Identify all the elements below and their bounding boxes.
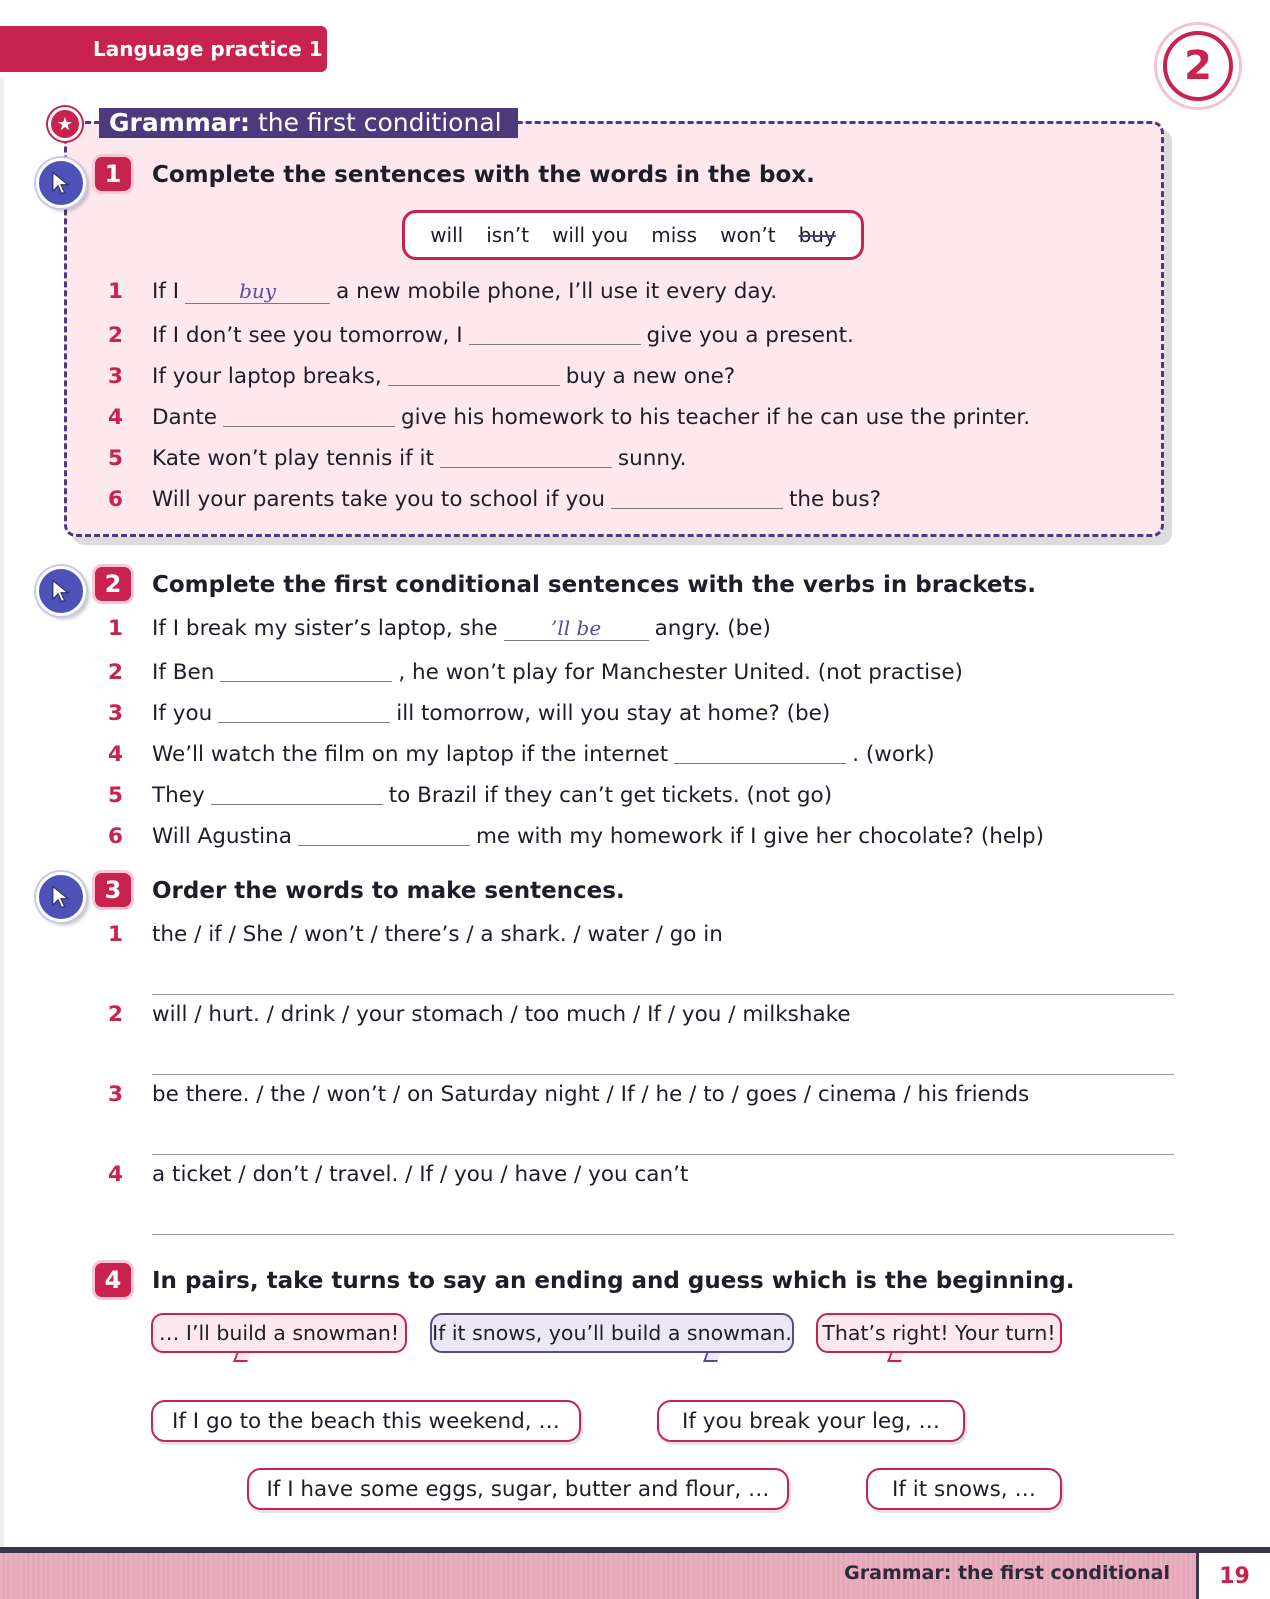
answer-blank[interactable]: [223, 405, 395, 427]
item-number: 1: [108, 279, 123, 304]
unit-badge: [1154, 22, 1242, 110]
ex3-item: [108, 1162, 688, 1187]
handwritten-answer: buy: [239, 279, 277, 303]
item-after: angry. (be): [654, 616, 771, 641]
ex3-item: [108, 922, 723, 947]
item-number: 2: [108, 660, 123, 685]
ex3-item: [108, 1002, 851, 1027]
ex1-item: [108, 320, 854, 348]
answer-line[interactable]: [152, 1234, 1174, 1235]
exercise-2-title: Complete the first conditional sentences with the verbs in brackets.: [152, 572, 1036, 598]
item-before: If I don’t see you tomorrow, I: [152, 323, 463, 348]
item-before: If you: [152, 701, 213, 726]
ex2-item: [108, 698, 830, 726]
item-after: to Brazil if they can’t get tickets. (not go): [388, 783, 833, 808]
unit-number: 2: [1163, 31, 1233, 101]
ex2-item: [108, 780, 832, 808]
item-before: If I break my sister’s laptop, she: [152, 616, 498, 641]
answer-blank[interactable]: [218, 701, 390, 723]
word-box: [402, 210, 864, 260]
answer-blank[interactable]: [469, 323, 641, 345]
speech-bubble: … I’ll build a snowman!: [151, 1313, 407, 1353]
word-box-item: will you: [552, 223, 629, 247]
item-before: Will your parents take you to school if you: [152, 487, 605, 512]
item-number: 5: [108, 446, 123, 471]
item-before: Kate won’t play tennis if it: [152, 446, 434, 471]
item-number: 1: [108, 616, 123, 641]
item-prompt: the / if / She / won’t / there’s / a shark. / water / go in: [152, 922, 723, 947]
item-before: Will Agustina: [152, 824, 292, 849]
footer-title: Grammar: the first conditional: [844, 1562, 1170, 1584]
item-number: 4: [108, 1162, 123, 1187]
exercise-2-number: 2: [92, 564, 134, 604]
item-after: ill tomorrow, will you stay at home? (be): [396, 701, 831, 726]
handwritten-answer: ’ll be: [551, 616, 602, 640]
item-number: 2: [108, 323, 123, 348]
item-after: buy a new one?: [565, 364, 736, 389]
section-tab: Language practice 1: [0, 26, 327, 72]
ending-card: If it snows, …: [866, 1468, 1062, 1510]
item-number: 6: [108, 487, 123, 512]
exercise-3-number: 3: [92, 870, 134, 910]
ending-card: If I go to the beach this weekend, …: [151, 1400, 581, 1442]
answer-blank[interactable]: [220, 660, 392, 682]
word-box-item-used: buy: [798, 223, 836, 247]
ex1-item: [108, 279, 777, 304]
item-prompt: will / hurt. / drink / your stomach / too much / If / you / milkshake: [152, 1002, 851, 1027]
word-box-item: will: [430, 223, 464, 247]
item-number: 1: [108, 922, 123, 947]
speech-bubble: That’s right! Your turn!: [816, 1313, 1062, 1353]
cursor-icon[interactable]: [36, 566, 86, 616]
answer-blank[interactable]: [611, 487, 783, 509]
ex1-item: [108, 484, 881, 512]
item-before: If your laptop breaks,: [152, 364, 382, 389]
answer-blank[interactable]: [211, 783, 383, 805]
page-edge: [0, 78, 4, 1548]
answer-line[interactable]: [152, 994, 1174, 995]
item-number: 3: [108, 364, 123, 389]
item-number: 4: [108, 742, 123, 767]
item-after: , he won’t play for Manchester United. (not practise): [398, 660, 963, 685]
grammar-banner-rest: the first conditional: [250, 108, 502, 137]
word-box-item: won’t: [720, 223, 776, 247]
star-icon: ★: [48, 107, 82, 141]
answer-line[interactable]: [152, 1154, 1174, 1155]
answer-blank[interactable]: [504, 616, 649, 641]
ending-card: If I have some eggs, sugar, butter and flour, …: [247, 1468, 789, 1510]
exercise-4-title: In pairs, take turns to say an ending and guess which is the beginning.: [152, 1268, 1075, 1294]
item-after: me with my homework if I give her chocolate? (help): [475, 824, 1045, 849]
item-after: give his homework to his teacher if he can use the printer.: [401, 405, 1031, 430]
ex2-item: [108, 739, 935, 767]
item-before: We’ll watch the film on my laptop if the internet: [152, 742, 669, 767]
grammar-banner: [99, 108, 518, 138]
ex1-item: [108, 402, 1030, 430]
ex1-item: [108, 443, 686, 471]
item-before: They: [152, 783, 205, 808]
ex2-item: [108, 821, 1044, 849]
item-number: 3: [108, 701, 123, 726]
exercise-4-number: 4: [92, 1260, 134, 1300]
item-before: Dante: [152, 405, 218, 430]
item-before: If Ben: [152, 660, 215, 685]
ex1-item: [108, 361, 735, 389]
item-after: the bus?: [788, 487, 881, 512]
item-after: give you a present.: [646, 323, 854, 348]
answer-line[interactable]: [152, 1074, 1174, 1075]
ending-card: If you break your leg, …: [657, 1400, 965, 1442]
item-before: If I: [152, 279, 180, 304]
item-number: 2: [108, 1002, 123, 1027]
ex3-item: [108, 1082, 1029, 1107]
exercise-1-title: Complete the sentences with the words in the box.: [152, 162, 815, 188]
item-number: 6: [108, 824, 123, 849]
item-after: sunny.: [617, 446, 687, 471]
speech-bubble: If it snows, you’ll build a snowman.: [430, 1313, 794, 1353]
ex2-item: [108, 657, 963, 685]
item-number: 3: [108, 1082, 123, 1107]
ex2-item: [108, 616, 771, 641]
item-number: 4: [108, 405, 123, 430]
item-prompt: be there. / the / won’t / on Saturday night / If / he / to / goes / cinema / his friends: [152, 1082, 1030, 1107]
answer-blank[interactable]: [298, 824, 470, 846]
exercise-3-title: Order the words to make sentences.: [152, 878, 625, 904]
item-after: . (work): [852, 742, 935, 767]
answer-blank[interactable]: [388, 364, 560, 386]
item-after: a new mobile phone, I’ll use it every day.: [336, 279, 778, 304]
page-number: 19: [1196, 1553, 1270, 1599]
grammar-banner-bold: Grammar:: [109, 108, 251, 137]
word-box-item: miss: [651, 223, 698, 247]
cursor-icon[interactable]: [36, 872, 86, 922]
answer-blank[interactable]: [185, 279, 330, 304]
exercise-1-number: 1: [92, 154, 134, 194]
word-box-item: isn’t: [486, 223, 530, 247]
item-number: 5: [108, 783, 123, 808]
item-prompt: a ticket / don’t / travel. / If / you / have / you can’t: [152, 1162, 689, 1187]
cursor-icon[interactable]: [36, 158, 86, 208]
answer-blank[interactable]: [440, 446, 612, 468]
answer-blank[interactable]: [674, 742, 846, 764]
